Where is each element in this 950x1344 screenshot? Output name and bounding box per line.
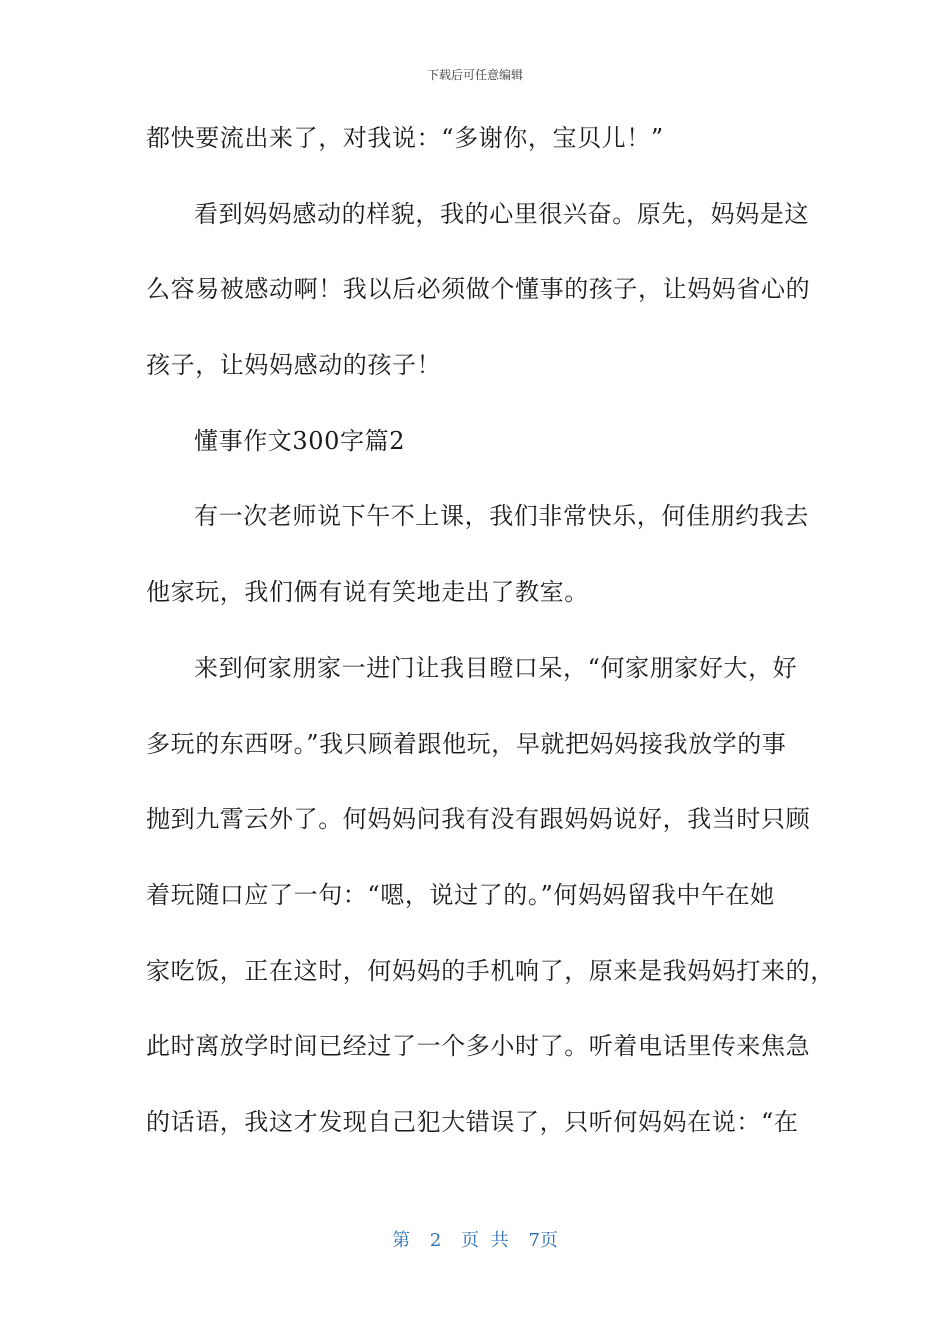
footer-prefix: 第 xyxy=(392,1230,411,1251)
text-line: 的话语，我这才发现自己犯大错误了，只听何妈妈在说：“在 xyxy=(146,1107,799,1136)
text-line: 来到何家朋家一进门让我目瞪口呆，“何家朋家好大，好 xyxy=(194,653,798,682)
footer-total: 7页 xyxy=(528,1230,558,1251)
text-line: 么容易被感动啊！我以后必须做个懂事的孩子，让妈妈省心的 xyxy=(146,275,811,304)
text-line: 孩子，让妈妈感动的孩子！ xyxy=(146,351,442,380)
text-line: 着玩随口应了一句：“嗯，说过了的。”何妈妈留我中午在她 xyxy=(146,880,775,909)
text-line: 他家玩，我们俩有说有笑地走出了教室。 xyxy=(146,578,589,607)
text-line: 多玩的东西呀。”我只顾着跟他玩，早就把妈妈接我放学的事 xyxy=(146,729,787,758)
page-header: 下载后可任意编辑 xyxy=(426,68,523,82)
text-line: 有一次老师说下午不上课，我们非常快乐，何佳朋约我去 xyxy=(194,502,809,531)
text-line: 此时离放学时间已经过了一个多小时了。听着电话里传来焦急 xyxy=(146,1032,811,1061)
section-heading: 懂事作文300字篇2 xyxy=(194,426,406,455)
text-line: 看到妈妈感动的样貌，我的心里很兴奋。原先，妈妈是这 xyxy=(194,199,809,228)
text-line: 都快要流出来了，对我说：“多谢你，宝贝儿！” xyxy=(146,124,664,152)
page-footer xyxy=(0,1226,950,1252)
text-line: 抛到九霄云外了。何妈妈问我有没有跟妈妈说好，我当时只顾 xyxy=(146,805,811,834)
footer-middle: 页 共 xyxy=(461,1230,509,1251)
essay-body xyxy=(146,118,835,1178)
footer-page-number: 2 xyxy=(429,1230,442,1251)
text-line: 家吃饭，正在这时，何妈妈的手机响了，原来是我妈妈打来的， xyxy=(146,956,835,985)
